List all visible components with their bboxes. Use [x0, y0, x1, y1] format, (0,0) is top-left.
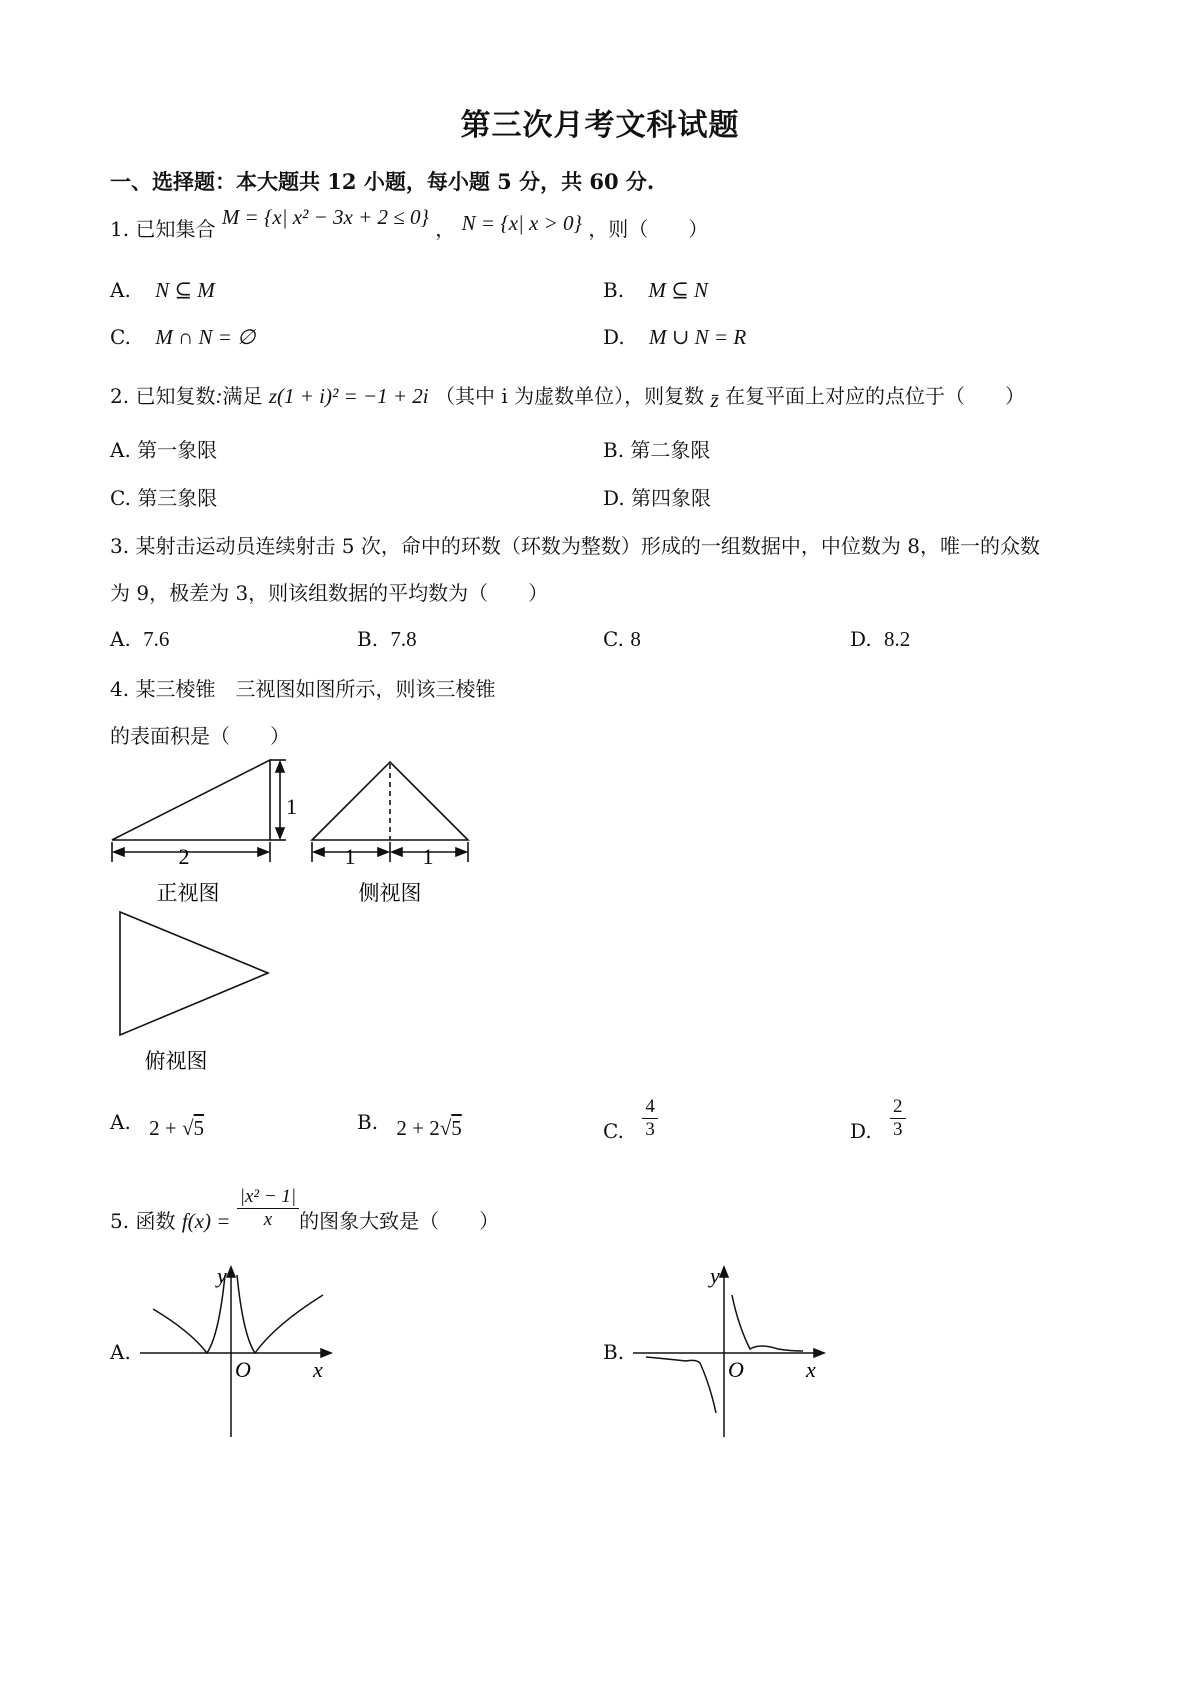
option-label: A.: [110, 278, 131, 302]
question-5: [110, 1186, 499, 1231]
q2-option-d[interactable]: [603, 482, 711, 511]
side-view-caption: 侧视图: [358, 881, 422, 905]
option-label: C.: [110, 325, 131, 349]
option-text: 8.2: [884, 627, 911, 651]
q3-option-b[interactable]: [357, 627, 417, 652]
option-label: B.: [357, 627, 379, 651]
q4-option-d[interactable]: [850, 1096, 906, 1141]
option-text: 7.6: [143, 627, 170, 651]
q5-fraction: [237, 1186, 299, 1231]
q1-suffix: ，则（ ）: [588, 217, 709, 241]
option-expr: [149, 1116, 204, 1140]
q5-graph-a[interactable]: [135, 1265, 345, 1440]
y-axis-label: y: [710, 1265, 720, 1288]
q2-option-a[interactable]: [110, 434, 217, 463]
fraction-numerator: 2: [890, 1096, 906, 1119]
q5-option-a-label[interactable]: A.: [110, 1340, 131, 1364]
q2-prefix: 2. 已知复数: [110, 384, 216, 408]
page-title: 第三次月考文科试题: [460, 108, 740, 143]
option-label: B.: [603, 438, 625, 462]
q1-set-n: N = {x| x > 0}: [461, 211, 582, 235]
option-label: D.: [603, 325, 625, 349]
option-label: D.: [850, 1118, 872, 1143]
front-width-label: 2: [178, 844, 190, 869]
origin-label: O: [728, 1357, 744, 1382]
q4-option-a[interactable]: [110, 1110, 205, 1140]
section-heading: 一、选择题：本大题共 12 小题，每小题 5 分，共 60 分.: [110, 169, 655, 194]
question-1: [110, 205, 709, 242]
option-expr: M ∪ N = R: [649, 325, 747, 349]
q1-option-c[interactable]: [110, 325, 255, 350]
y-axis-label: y: [217, 1265, 227, 1288]
expr-radicand: 5: [193, 1116, 205, 1140]
fraction-numerator: 4: [642, 1096, 658, 1119]
option-label: A.: [110, 627, 131, 651]
option-label: B.: [357, 1110, 379, 1134]
q1-option-b[interactable]: [603, 278, 708, 303]
q2-equation: z(1 + i)² = −1 + 2i: [268, 384, 429, 408]
option-expr: [396, 1116, 461, 1140]
side-view: [312, 762, 468, 862]
q4-option-b[interactable]: [357, 1110, 462, 1140]
option-fraction: [642, 1096, 658, 1141]
front-view: [112, 760, 286, 862]
question-4-line-2: 的表面积是（ ）: [110, 724, 290, 748]
q5-suffix: 的图象大致是（ ）: [299, 1208, 500, 1233]
q5-option-b-label[interactable]: B.: [603, 1340, 625, 1364]
expr-radicand: 5: [451, 1116, 462, 1140]
side-left-label: 1: [344, 844, 356, 869]
q4-option-c[interactable]: [603, 1096, 658, 1141]
side-right-label: 1: [422, 844, 434, 869]
q1-comma: ，: [435, 217, 456, 241]
top-view-caption: 俯视图: [144, 1049, 208, 1073]
q2-suffix: 在复平面上对应的点位于（ ）: [725, 384, 1026, 408]
option-label: A.: [110, 1110, 131, 1134]
q3-option-a[interactable]: [110, 627, 169, 652]
q2-mid2: （其中 i 为虚数单位），则复数: [434, 384, 705, 408]
q5-graph-b[interactable]: [628, 1265, 838, 1440]
q2-option-c[interactable]: [110, 482, 217, 511]
option-text: 第三象限: [137, 486, 218, 510]
q5-prefix: 5. 函数: [110, 1208, 176, 1233]
q2-colon: :: [215, 384, 223, 408]
sqrt-icon: √: [182, 1116, 194, 1140]
option-label: B.: [603, 278, 625, 302]
q1-option-d[interactable]: [603, 325, 746, 350]
option-expr: M ∩ N = ∅: [155, 325, 256, 349]
q3-option-d[interactable]: [850, 627, 910, 652]
expr-integer: 2 +: [149, 1116, 177, 1140]
fraction-numerator: |x² − 1|: [237, 1186, 299, 1209]
three-view-figure: [100, 750, 500, 1080]
option-label: D.: [603, 486, 625, 510]
option-text: 第二象限: [630, 438, 711, 462]
option-fraction: [890, 1096, 906, 1141]
front-height-label: 1: [286, 794, 297, 819]
q1-option-a[interactable]: [110, 278, 215, 303]
option-label: C.: [110, 486, 131, 510]
question-3-line-1: 3. 某射击运动员连续射击 5 次，命中的环数（环数为整数）形成的一组数据中，中位数为 8，唯一的众数: [110, 534, 1040, 558]
option-text: 第四象限: [631, 486, 712, 510]
top-view: [120, 912, 268, 1035]
q1-prefix: 1. 已知集合: [110, 217, 216, 241]
q2-mid1: 满足: [222, 384, 263, 408]
option-text: 第一象限: [137, 438, 218, 462]
q2-zbar: z̄: [710, 388, 719, 412]
origin-label: O: [235, 1357, 251, 1382]
option-text: 7.8: [390, 627, 417, 651]
option-label: C.: [603, 627, 624, 651]
front-view-caption: 正视图: [156, 881, 220, 905]
x-axis-label: x: [806, 1357, 816, 1382]
sqrt-icon: √: [439, 1116, 452, 1140]
option-label: A.: [110, 438, 131, 462]
fraction-denominator: 3: [893, 1118, 903, 1140]
q5-fx: f(x) =: [181, 1208, 231, 1233]
q1-set-m: M = {x| x² − 3x + 2 ≤ 0}: [221, 205, 429, 229]
question-2: [110, 380, 1026, 412]
option-label: C.: [603, 1118, 624, 1143]
q3-option-c[interactable]: [603, 627, 641, 652]
fraction-denominator: 3: [645, 1118, 655, 1140]
option-expr: M ⊆ N: [648, 278, 709, 302]
question-4-line-1: 4. 某三棱锥 三视图如图所示，则该三棱锥: [110, 677, 496, 701]
option-expr: N ⊆ M: [155, 278, 215, 302]
fraction-denominator: x: [263, 1208, 273, 1230]
expr-integer: 2 + 2: [396, 1116, 440, 1140]
q2-option-b[interactable]: [603, 434, 710, 463]
option-label: D.: [850, 627, 872, 651]
question-3-line-2: 为 9，极差为 3，则该组数据的平均数为（ ）: [110, 581, 549, 605]
option-text: 8: [630, 627, 641, 651]
x-axis-label: x: [313, 1357, 323, 1382]
